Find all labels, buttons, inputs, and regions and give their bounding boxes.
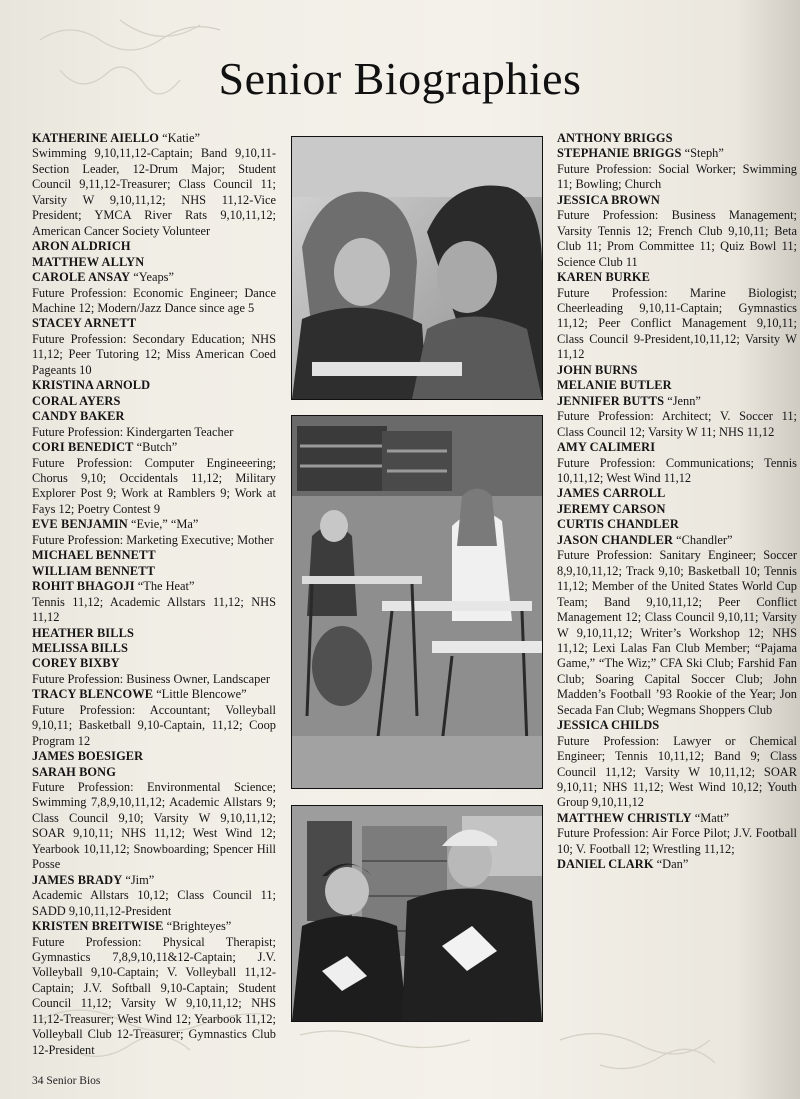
student-activities: Future Profession: Lawyer or Chemical Engineer; Tennis 10,11,12; Band 9; Class Council 11,12; Varsity W 10,11,12; SOAR 9,10,11; NHS 11,12; West Wind 10,12; Youth Group 9,10,11,12: [557, 733, 797, 810]
bio-entry: [557, 394, 797, 440]
student-name: ROHIT BHAGOJI: [32, 579, 135, 594]
student-name: ARON ALDRICH: [32, 239, 131, 254]
photo-two-girls-studying: [291, 136, 543, 400]
bio-entry: [32, 765, 276, 873]
student-activities: Tennis 11,12; Academic Allstars 11,12; NHS 11,12: [32, 594, 276, 625]
student-name: EVE BENJAMIN: [32, 517, 128, 532]
student-activities: Future Profession: Marketing Executive; Mother: [32, 532, 274, 547]
bio-entry: [557, 146, 797, 192]
student-nickname: “The Heat”: [137, 579, 195, 594]
bio-entry: [557, 270, 797, 363]
bio-entry: [32, 517, 276, 548]
student-nickname: “Steph”: [684, 146, 724, 161]
student-nickname: “Matt”: [694, 810, 730, 825]
bio-entry: [557, 718, 797, 811]
student-nickname: “Butch”: [136, 440, 178, 455]
bio-entry: [32, 316, 276, 378]
student-activities: Future Profession: Communications; Tennis 10,11,12; West Wind 11,12: [557, 455, 797, 485]
student-activities: Future Profession: Physical Therapist; Gymnastics 7,8,9,10,11&12-Captain; J.V. Volleyball 9,10-Captain; V. Volleyball 11,12-Captain; J.V. Softball 9,10-Captain; Student Council 11,12; Varsity W 9,10,11,12; NHS 11,12-Treasurer; West Wind 12; Yearbook 11,12; Volleyball Club 12-Treasurer; Gymnastics Club 12-President: [32, 934, 276, 1057]
student-activities: Future Profession: Business Management; Varsity Tennis 12; French Club 9,10,11; Beta Club 11; Prom Committee 11; Quiz Bowl 11; Science Club 11: [557, 208, 797, 269]
student-name: JESSICA CHILDS: [557, 718, 660, 733]
bio-entry: [32, 641, 276, 656]
student-name: MATTHEW CHRISTLY: [557, 810, 692, 825]
student-name: KATHERINE AIELLO: [32, 131, 160, 145]
bio-entry: [32, 378, 276, 393]
bio-entry: [557, 378, 797, 393]
bio-entry: [32, 440, 276, 517]
student-name: TRACY BLENCOWE: [32, 687, 154, 702]
student-name: MATTHEW ALLYN: [32, 254, 145, 269]
student-nickname: “Evie,” “Ma”: [130, 517, 199, 532]
student-nickname: “Katie”: [162, 131, 200, 145]
bio-entry: [32, 270, 276, 316]
bio-entry: [32, 656, 276, 687]
student-name: WILLIAM BENNETT: [32, 563, 156, 578]
student-nickname: “Brighteyes”: [166, 919, 232, 934]
student-name: CANDY BAKER: [32, 409, 125, 424]
bio-entry: [32, 255, 276, 270]
student-nickname: “Jenn”: [667, 393, 701, 408]
student-activities: Future Profession: Economic Engineer; Dance Machine 12; Modern/Jazz Dance since age 5: [32, 285, 276, 315]
student-name: ANTHONY BRIGGS: [557, 131, 673, 145]
student-name: AMY CALIMERI: [557, 440, 656, 455]
student-activities: Future Profession: Secondary Education; NHS 11,12; Peer Tutoring 12; Miss American Coed Pageants 10: [32, 331, 276, 377]
student-activities: Future Profession: Environmental Science; Swimming 7,8,9,10,11,12; Academic Allstars 9; Class Council 9,10; Varsity W 9,10,11,12; SOAR 9,10,11; NHS 11,12; West Wind 12; Yearbook 10,11,12; Snowboarding; Spencer Hill Posse: [32, 780, 276, 872]
student-nickname: “Yeaps”: [133, 270, 175, 285]
student-name: JAMES BRADY: [32, 872, 123, 887]
bio-entry: [557, 486, 797, 501]
photo-classroom-students-writing: [291, 415, 543, 789]
bio-entry: [32, 626, 276, 641]
bio-entry: [557, 131, 797, 146]
student-nickname: “Little Blencowe”: [156, 687, 247, 702]
student-name: MELANIE BUTLER: [557, 378, 672, 393]
student-activities: Swimming 9,10,11,12-Captain; Band 9,10,11-Section Leader, 12-Drum Major; Student Council 9,11,12-Treasurer; Class Council 11; Varsity W 9,10,11,12; NHS 11,12-Vice President; YMCA River Rats 9,10,11,12; American Cancer Society Volunteer: [32, 146, 276, 238]
bio-entry: [557, 533, 797, 718]
student-name: MICHAEL BENNETT: [32, 548, 156, 563]
student-name: CAROLE ANSAY: [32, 270, 131, 285]
right-column: [557, 131, 797, 873]
student-name: CURTIS CHANDLER: [557, 517, 679, 532]
bio-entry: [32, 564, 276, 579]
photo-two-students-paper: [291, 805, 543, 1022]
student-nickname: “Chandler”: [676, 532, 733, 547]
student-name: SARAH BONG: [32, 764, 116, 779]
page-title: Senior Biographies: [218, 53, 582, 104]
bio-entry: [557, 363, 797, 378]
student-name: JOHN BURNS: [557, 362, 638, 377]
bio-entry: [557, 193, 797, 270]
bio-entry: [557, 517, 797, 532]
bio-entry: [557, 811, 797, 857]
student-activities: Future Profession: Air Force Pilot; J.V. Football 10; V. Football 12; Wrestling 11,12;: [557, 826, 797, 856]
student-name: STACEY ARNETT: [32, 316, 137, 331]
student-activities: Future Profession: Kindergarten Teacher: [32, 424, 234, 439]
student-name: JENNIFER BUTTS: [557, 393, 665, 408]
student-name: JESSICA BROWN: [557, 192, 660, 207]
bio-entry: [32, 919, 276, 1058]
student-name: JAMES BOESIGER: [32, 749, 144, 764]
bio-entry: [32, 131, 276, 239]
student-activities: Future Profession: Architect; V. Soccer 11; Class Council 12; Varsity W 11; NHS 11,12: [557, 409, 797, 439]
student-nickname: “Jim”: [125, 872, 155, 887]
student-name: KRISTEN BREITWISE: [32, 919, 164, 934]
student-activities: Future Profession: Sanitary Engineer; Soccer 8,9,10,11,12; Track 9,10; Basketball 10; Tennis 11,12; Member of the United States World Cup Team; Band 9,10,11,12; Peer Conflict Management 12; Class Council 9,10,11; Varsity W 9,10,11,12; Writer’s Workshop 12; NHS 11,12; Lexi Lalas Fan Club Member; “Pajama Game,” “The Wiz;” CFA Ski Club; Farshid Fan Club; Soaring Capital Soccer Club; John Madden’s Football ’93 Rookie of the Year; Jon Secada Fan Club; Wegmans Shoppers Club: [557, 548, 797, 717]
student-name: JASON CHANDLER: [557, 532, 674, 547]
bio-entry: [32, 687, 276, 749]
student-name: KAREN BURKE: [557, 270, 651, 285]
student-name: CORAL AYERS: [32, 393, 121, 408]
student-activities: Future Profession: Business Owner, Landscaper: [32, 671, 270, 686]
bio-entry: [557, 857, 797, 872]
bio-entry: [32, 239, 276, 254]
student-name: STEPHANIE BRIGGS: [557, 146, 682, 161]
bio-entry: [557, 440, 797, 486]
student-name: JAMES CARROLL: [557, 486, 666, 501]
student-name: CORI BENEDICT: [32, 440, 134, 455]
bio-entry: [32, 548, 276, 563]
student-name: KRISTINA ARNOLD: [32, 378, 151, 393]
student-name: DANIEL CLARK: [557, 857, 654, 872]
page-folio: 34 Senior Bios: [32, 1075, 101, 1087]
student-activities: Future Profession: Marine Biologist; Cheerleading 9,10,11-Captain; Gymnastics 11,12; Peer Conflict Management 9,10,11; Class Council 9-President,10,11,12; Varsity W 11,12: [557, 285, 797, 362]
student-activities: Future Profession: Computer Engineeering; Chorus 9,10; Occidentals 11,12; Military Explorer Post 9; Work at Ramblers 9; Work at Fays 12; Poetry Contest 9: [32, 455, 276, 516]
bio-entry: [32, 579, 276, 625]
bio-entry: [557, 502, 797, 517]
student-nickname: “Dan”: [656, 857, 689, 872]
bio-entry: [32, 873, 276, 919]
student-activities: Academic Allstars 10,12; Class Council 11; SADD 9,10,11,12-President: [32, 888, 276, 918]
student-name: MELISSA BILLS: [32, 640, 128, 655]
student-activities: Future Profession: Social Worker; Swimming 11; Bowling; Church: [557, 161, 797, 192]
left-column: [32, 131, 276, 1058]
student-activities: Future Profession: Accountant; Volleyball 9,10,11; Basketball 9,10-Captain, 11,12; Coop Program 12: [32, 702, 276, 748]
bio-entry: [32, 409, 276, 440]
student-name: HEATHER BILLS: [32, 625, 134, 640]
bio-entry: [32, 749, 276, 764]
student-name: COREY BIXBY: [32, 656, 120, 671]
bio-entry: [32, 394, 276, 409]
student-name: JEREMY CARSON: [557, 501, 666, 516]
